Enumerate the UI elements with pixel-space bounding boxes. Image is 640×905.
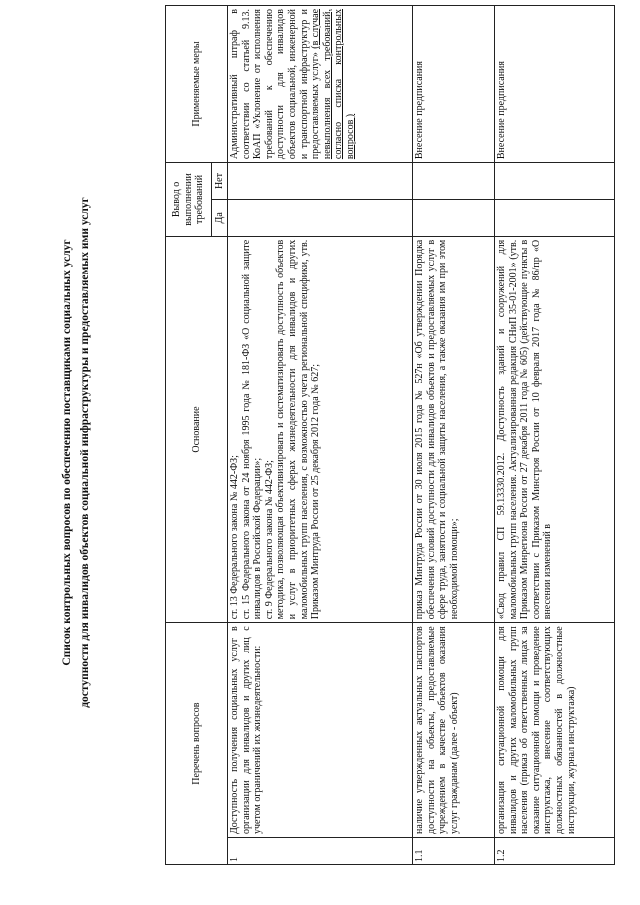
- header-yes: Да: [212, 199, 228, 236]
- question-text: Доступность получения социальных услуг в организации для инвалидов и других лиц с учетом ограничений их жизнедеятельности:: [228, 623, 413, 838]
- control-questions-table: [165, 5, 615, 865]
- basis-cell: [228, 236, 413, 623]
- basis-cell: [413, 236, 495, 623]
- measures-cell: [228, 6, 413, 163]
- basis-line: ст. 15 Федерального закона от 24 ноября 1995 года № 181-ФЗ «О социальной защите инвалидов в Российской Федерации»;: [240, 239, 264, 620]
- no-cell: [413, 163, 495, 200]
- question-text: организация ситуационной помощи для инвалидов и других маломобильных групп населения (приказ об ответственных лицах за оказание ситуационной помощи и проведение инструктажа, внесение соответствующих должностных обязанностей в должностные инструкции, журнал инструктажа): [495, 623, 615, 838]
- header-no: Нет: [212, 163, 228, 200]
- measures-note: (в случае невыполнения всех требований, согласно списка контрольных вопросов ): [310, 8, 356, 160]
- no-cell: [228, 163, 413, 200]
- header-basis: Основание: [166, 236, 228, 623]
- document-title-line-1: Список контрольных вопросов по обеспечению поставщиками социальных услуг: [61, 239, 73, 666]
- row-number: 1.1: [413, 838, 495, 865]
- table-row: [495, 6, 615, 865]
- no-cell: [495, 163, 615, 200]
- basis-cell: [495, 236, 615, 623]
- header-questions: Перечень вопросов: [166, 623, 228, 865]
- basis-line: «Свод правил СП 59.13330.2012. Доступность зданий и сооружений для маломобильных групп населения. Актуализированная редакция СНиП 35-01-2001» (утв. Приказом Минрегиона России от 27 декабря 2011 года № 605) (действующие пункты в соответствии с Приказом Минстроя России от 10 февраля 2017 года № 86/пр «О внесении изменений в: [496, 239, 554, 620]
- table-row: [413, 6, 495, 865]
- basis-line: методика, позволяющая объективизировать и систематизировать доступность объектов и услуг в приоритетных сферах жизнедеятельности для инвалидов и других маломобильных групп населения, с возможностью учета региональной специфики, утв. Приказом Минтруда России от 25 декабря 2012 года № 627;: [275, 239, 322, 620]
- yes-cell: [228, 199, 413, 236]
- table-row: [228, 6, 413, 865]
- basis-line: ст. 9 Федерального закона № 442-ФЗ;: [263, 460, 275, 620]
- measures-text: Внесение предписания: [495, 6, 615, 163]
- measures-text: Внесение предписания: [413, 6, 495, 163]
- header-measures: Применяемые меры: [166, 6, 228, 163]
- basis-line: ст. 13 Федерального закона № 442-ФЗ;: [229, 455, 240, 620]
- basis-line: приказ Минтруда России от 30 июля 2015 года № 527н «Об утверждении Порядка обеспечения условий доступности для инвалидов объектов и предоставляемых услуг в сфере труда, занятости и социальной защиты населения, а также оказания им при этом необходимой помощи»;: [414, 239, 460, 620]
- row-number: 1: [228, 838, 413, 865]
- yes-cell: [413, 199, 495, 236]
- measures-text: Административный штраф в соответствии со статьей 9.13. КоАП «Уклонение от исполнения требований к обеспечению доступности для инвалидов объектов социальной, инженерной и транспортной инфраструктур и предоставляемых услуг»: [229, 9, 322, 160]
- row-number: 1.2: [495, 838, 615, 865]
- document-title-line-2: доступности для инвалидов объектов социальной инфраструктуры и предоставляемых ими услуг: [79, 197, 91, 708]
- yes-cell: [495, 199, 615, 236]
- header-conclusion: Вывод о выполнении требований: [166, 163, 212, 237]
- question-text: наличие утвержденных актуальных паспортов доступности на объекты, предоставляемые учреждением в качестве объектов оказания услуг гражданам (далее - объект): [413, 623, 495, 838]
